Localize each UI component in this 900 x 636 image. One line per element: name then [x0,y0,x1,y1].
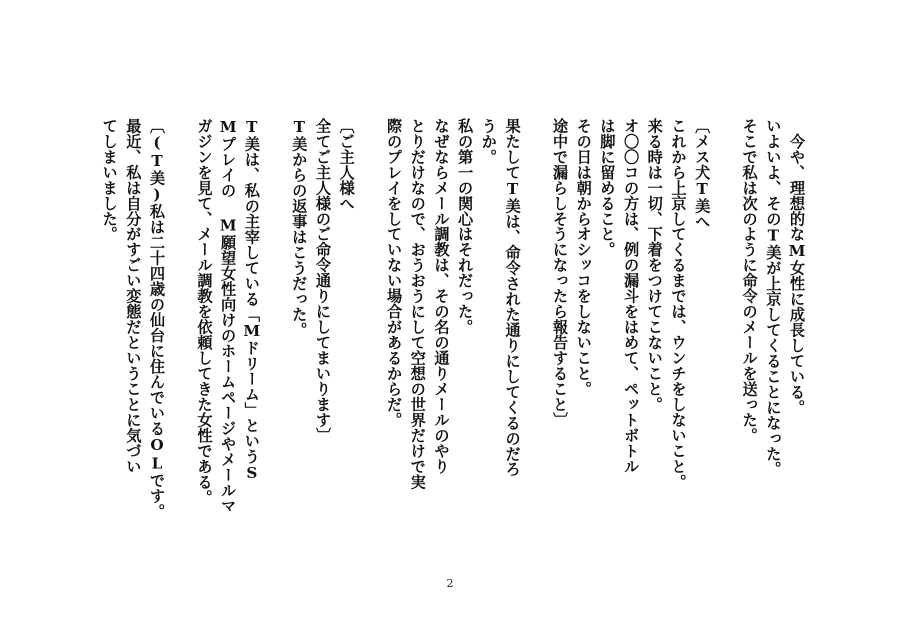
text-line: いよいよ、そのT美が上京してくることになった。 [764,118,783,477]
text-line: そこで私は次のように命令のメールを送った。 [740,118,759,444]
text-line: なぜならメール調教は、その名の通りメールのやり [432,118,451,475]
text-line: 〔ご主人様へ [337,118,356,211]
text-line: ガジンを見て、メール調教を依頼してきた女性である。 [195,118,214,505]
text-line: うか。 [479,118,498,165]
text-line: オ〇〇コの方は、例の漏斗をはめて、ペットボトル [622,118,641,475]
text-line: T美は、私の主宰している「Mドリーム」というS [242,118,261,483]
text-line: は脚に留めること。 [598,118,617,258]
vertical-text-body [92,118,808,558]
blank-line [358,118,382,558]
text-line: 今や、理想的なM女性に成長している。 [788,118,806,415]
blank-line [713,118,737,558]
text-line: 私の第一の関心はそれだった。 [456,118,475,335]
text-line: 途中で漏らしそうになったら報告すること〕 [550,118,569,428]
text-line: 際のプレイをしていない場合があるからだ。 [385,118,404,428]
text-line: 最近、私は自分がすごい変態だということに気づい [124,118,143,475]
text-line: 全てご主人様のご命令通りにしてまいります〕 [313,118,332,444]
text-line: 〔(T美)私は二十四歳の仙台に住んでいるOLです。 [148,118,167,519]
blank-line [263,118,287,558]
text-line: てしまいました。 [100,118,119,242]
text-line: 果たしてT美は、命令された通りにしてくるのだろ [503,118,522,477]
blank-line [168,118,192,558]
text-line: その日は朝からオシッコをしないこと。 [574,118,593,397]
text-line: T美からの返事はこうだった。 [290,118,309,338]
text-line: とりだけなので、おうおうにして空想の世界だけで実 [408,118,427,490]
text-line: 来る時は一切、下着をつけてこないこと。 [645,118,664,413]
page-number: 2 [446,577,454,590]
text-line: これから上京してくるまでは、ウンチをしないこと。 [669,118,688,490]
text-line: Mプレイの M願望女性向けのホームページやメールマ [219,118,238,514]
text-line: 〔メス犬T美へ [693,118,712,230]
blank-line [524,118,548,558]
